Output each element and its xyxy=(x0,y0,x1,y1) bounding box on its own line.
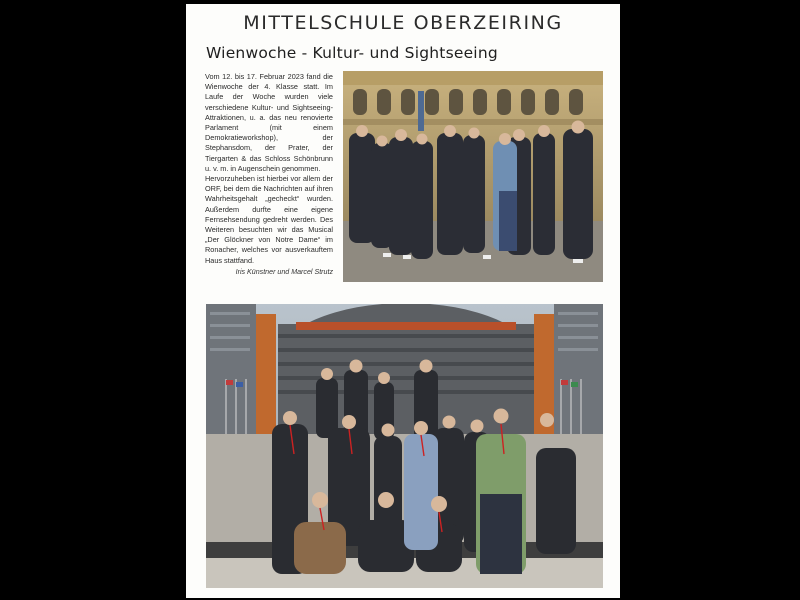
article-headline: Wienwoche - Kultur- und Sightseeing xyxy=(206,44,498,62)
group-photo-uno-city xyxy=(206,304,603,588)
group-photo-parliament xyxy=(343,71,603,282)
magazine-page xyxy=(186,4,620,598)
article-byline: Iris Künstner und Marcel Strutz xyxy=(235,267,333,276)
masthead: MITTELSCHULE OBERZEIRING xyxy=(243,12,563,34)
article-paragraph-1: Vom 12. bis 17. Februar 2023 fand die Wienwoche der 4. Klasse statt. Im Laufe der Woche wurden viele verschiedene Kultur- und Sightseeing-Attraktionen, u. a. das neu renovierte Parlament (mit einem Demokratieworkshop), der Stephansdom, der Prater, der Tiergarten & das Schloss Schönbrunn u. v. m. in Augenschein genommen. xyxy=(205,72,333,173)
article-paragraph-2: Hervorzuheben ist hierbei vor allem der ORF, bei dem die Nachrichten auf ihren Wahrheitsgehalt „gecheckt“ wurden. Außerdem durfte eine eigene Fernsehsendung gedreht werden. Des Weiteren besuchten wir das Musical „Der Glöckner von Notre Dame“ im Ronacher, welches vor ausverkauftem Haus stattfand. xyxy=(205,174,333,265)
article-body xyxy=(205,72,333,277)
